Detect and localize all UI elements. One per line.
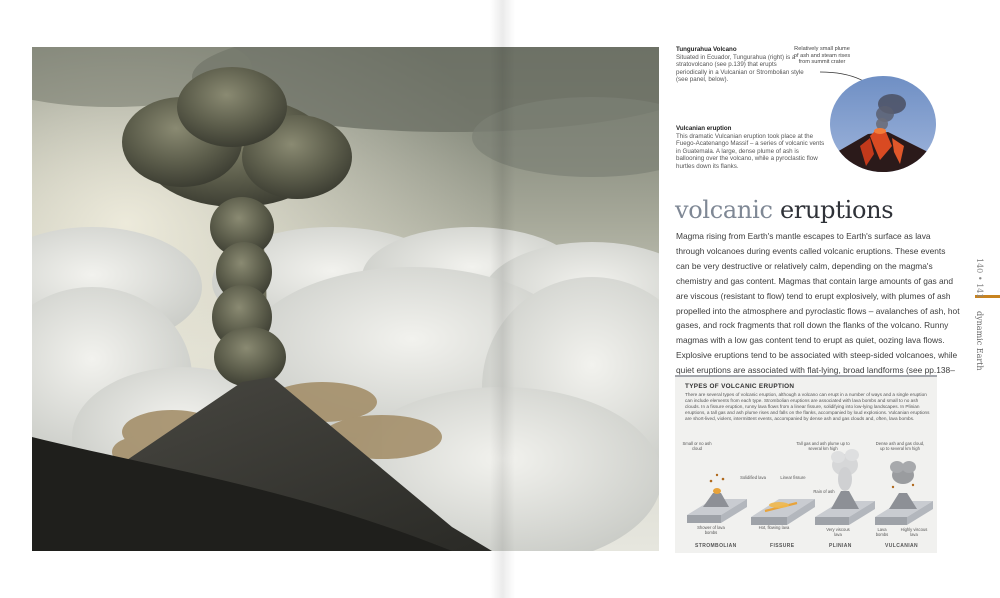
eruption-illustration: [32, 47, 659, 551]
eruption-types-diagram: [675, 437, 937, 553]
label-small-ash: Small or no ash cloud: [682, 441, 712, 451]
label-shower: Shower of lava bombs: [697, 525, 725, 535]
label-linear: Linear fissure: [780, 475, 806, 480]
label-solidified: Solidified lava: [740, 475, 766, 480]
tungurahua-caption-title: Tungurahua Volcano: [676, 46, 737, 53]
type-strombolian: STROMBOLIAN: [695, 543, 737, 549]
heading-dark-word: eruptions: [779, 196, 894, 224]
label-hot-lava: Hot, flowing lava: [758, 525, 790, 530]
strombolian-block: [687, 474, 747, 523]
tungurahua-inset-photo: [830, 76, 936, 172]
chapter-name: dynamic Earth: [975, 310, 984, 371]
inset-label: Relatively small plume of ash and steam rises from summit crater: [793, 46, 851, 66]
label-tall-plume: Tall gas and ash plume up to several km high: [796, 441, 850, 451]
tungurahua-illustration: [830, 76, 936, 172]
eruption-types-panel: [675, 375, 937, 553]
vulcanian-caption: [676, 125, 826, 171]
label-viscous: Very viscous lava: [826, 527, 850, 537]
running-head: [975, 258, 984, 370]
vulcanian-caption-text: This dramatic Vulcanian eruption took place at the Fuego-Acatenango Massif – a series of volcanic vents in Guatemala. A large, dense plume of ash is ballooning over the volcano, while a pyroclastic flow hurtles down its flanks.: [676, 132, 825, 170]
tungurahua-caption-text: Situated in Ecuador, Tungurahua (right) is a stratovolcano (see p.139) that erupts periodically in a Vulcanian or Strombolian style (see panel, below).: [676, 53, 804, 84]
panel-title: TYPES OF VOLCANIC ERUPTION: [685, 383, 795, 390]
label-dense: Dense ash and gas cloud, up to several km high: [875, 441, 925, 451]
plinian-block: [815, 449, 875, 525]
label-lava-bombs: Lava bombs: [875, 527, 889, 537]
section-heading: [675, 196, 893, 224]
page-numbers: 140 • 141: [975, 258, 984, 299]
volcano-eruption-photo: [32, 47, 659, 551]
vulcanian-block: [875, 461, 933, 525]
type-fissure: FISSURE: [770, 543, 795, 549]
heading-light-word: volcanic: [675, 196, 773, 224]
body-paragraph: Magma rising from Earth's mantle escapes to Earth's surface as lava through volcanoes during events called volcanic eruptions. These events can be very destructive or relatively calm, depending on the magma's chemistry and gas content. Magmas that contain large amounts of gas and are viscous (resistant to flow) tend to erupt explosively, with plumes of ash propelled into the atmosphere and pyroclastic flows – avalanches of ash, hot gases, and rock fragments that roll down the flanks of the volcano. Runny magmas with a low gas content tend to erupt as quiet, oozing lava flows. Explosive eruptions tend to be associated with steep-sided volcanoes, while quiet eruptions are associated with flat-lying, broad landforms (see pp.138–: [676, 231, 960, 376]
vulcanian-caption-title: Vulcanian eruption: [676, 125, 732, 132]
tungurahua-caption: [676, 46, 806, 84]
eruption-types-figure: [675, 437, 937, 553]
type-vulcanian: VULCANIAN: [885, 543, 919, 549]
panel-text: There are several types of volcanic eruption, although a volcano can erupt in a number of ways and a single eruption can include elements from each type. Strombolian eruptions are associated with lava bombs and small to no ash clouds. In a fissure eruption, runny lava flows from a linear fissure, solidifying into low-lying landscapes. In Plinian eruptions, a tall gas and ash plume rises and falls on the flanks, accompanied by loud explosions. Vulcanian eruptions are short-lived, violent, intermittent events, accompanied by dense ash and gas clouds and, often, lava bombs.: [685, 392, 930, 421]
type-plinian: PLINIAN: [829, 543, 852, 549]
fissure-block: [751, 499, 815, 525]
label-rain: Rain of ash: [813, 489, 835, 494]
label-highly: Highly viscous lava: [900, 527, 928, 537]
